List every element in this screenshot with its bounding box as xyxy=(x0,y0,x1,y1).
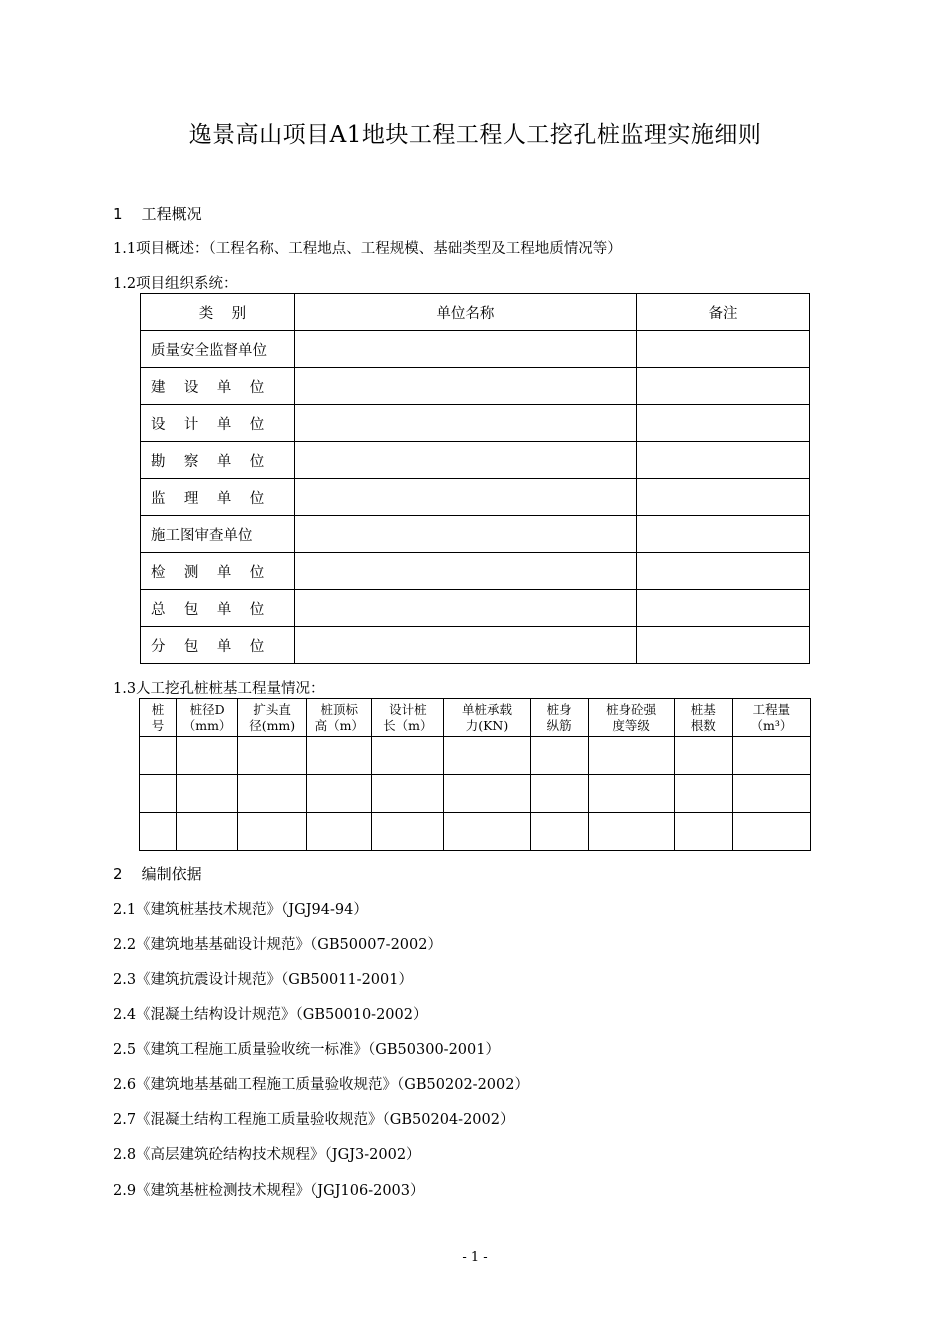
reference-item: 2.8《高层建筑砼结构技术规程》（JGJ3-2002） xyxy=(113,1147,421,1163)
cell xyxy=(307,813,372,851)
item-1-1: 1.1项目概述：（工程名称、工程地点、工程规模、基础类型及工程地质情况等） xyxy=(113,241,622,257)
unit-name-cell xyxy=(294,590,636,627)
cell xyxy=(674,775,732,813)
row-label: 总 包 单 位 xyxy=(141,590,295,627)
header-design-length xyxy=(372,699,444,737)
header-unit-name: 单位名称 xyxy=(294,294,636,331)
header-bearing-capacity xyxy=(444,699,530,737)
remarks-cell xyxy=(636,553,809,590)
cell xyxy=(530,813,588,851)
table-row xyxy=(141,627,810,664)
unit-name-cell xyxy=(294,553,636,590)
table-row xyxy=(141,516,810,553)
cell xyxy=(372,775,444,813)
cell xyxy=(177,737,238,775)
cell xyxy=(140,775,177,813)
remarks-cell xyxy=(636,442,809,479)
section-2-heading: 2 编制依据 xyxy=(113,865,202,883)
table-row xyxy=(141,405,810,442)
item-1-2: 1.2项目组织系统： xyxy=(113,276,238,292)
remarks-cell xyxy=(636,627,809,664)
header-line: 纵筋 xyxy=(546,718,572,733)
table-row xyxy=(141,590,810,627)
header-line: 单桩承载 xyxy=(461,702,512,717)
cell xyxy=(732,737,810,775)
header-line: 扩头直 xyxy=(253,702,291,717)
org-table-header xyxy=(141,294,810,331)
header-line: 桩身 xyxy=(546,702,572,717)
remarks-cell xyxy=(636,516,809,553)
unit-name-cell xyxy=(294,479,636,516)
table-row xyxy=(140,813,811,851)
table-row xyxy=(141,442,810,479)
header-line: 桩径D xyxy=(189,702,225,717)
row-label: 设 计 单 位 xyxy=(141,405,295,442)
reference-item: 2.6《建筑地基基础工程施工质量验收规范》（GB50202-2002） xyxy=(113,1077,529,1093)
row-label: 施工图审查单位 xyxy=(141,516,295,553)
remarks-cell xyxy=(636,368,809,405)
cell xyxy=(177,813,238,851)
remarks-cell xyxy=(636,331,809,368)
cell xyxy=(588,813,674,851)
header-quantity xyxy=(732,699,810,737)
header-line: 号 xyxy=(151,718,165,733)
reference-item: 2.3《建筑抗震设计规范》（GB50011-2001） xyxy=(113,972,413,988)
table-row xyxy=(140,775,811,813)
pile-quantity-table xyxy=(139,698,811,851)
header-line: 高（m） xyxy=(314,718,364,733)
header-line: 径(mm) xyxy=(249,718,296,733)
table-row xyxy=(141,553,810,590)
cell xyxy=(588,737,674,775)
cell xyxy=(238,737,307,775)
cell xyxy=(177,775,238,813)
cell xyxy=(732,813,810,851)
reference-item: 2.1《建筑桩基技术规范》（JGJ94-94） xyxy=(113,902,368,918)
header-bell-diameter xyxy=(238,699,307,737)
header-longitudinal-bars xyxy=(530,699,588,737)
reference-item: 2.2《建筑地基基础设计规范》（GB50007-2002） xyxy=(113,937,442,953)
row-label: 监 理 单 位 xyxy=(141,479,295,516)
cell xyxy=(588,775,674,813)
table-row xyxy=(141,331,810,368)
cell xyxy=(674,813,732,851)
header-line: 长（m） xyxy=(383,718,433,733)
cell xyxy=(444,775,530,813)
header-remarks: 备注 xyxy=(636,294,809,331)
cell xyxy=(444,813,530,851)
cell xyxy=(372,813,444,851)
header-concrete-grade xyxy=(588,699,674,737)
row-label: 分 包 单 位 xyxy=(141,627,295,664)
header-category: 类 别 xyxy=(141,294,295,331)
cell xyxy=(307,775,372,813)
table-row xyxy=(141,479,810,516)
row-label: 勘 察 单 位 xyxy=(141,442,295,479)
unit-name-cell xyxy=(294,516,636,553)
header-pile-count xyxy=(674,699,732,737)
row-label: 质量安全监督单位 xyxy=(141,331,295,368)
table-row xyxy=(140,737,811,775)
organization-table xyxy=(140,293,810,664)
header-line: （m³） xyxy=(750,718,793,733)
header-line: 工程量 xyxy=(752,702,791,717)
header-line: （mm） xyxy=(182,718,232,733)
cell xyxy=(732,775,810,813)
cell xyxy=(140,813,177,851)
header-line: 桩基 xyxy=(690,702,716,717)
header-line: 桩 xyxy=(151,702,165,717)
header-pile-diameter xyxy=(177,699,238,737)
cell xyxy=(530,737,588,775)
unit-name-cell xyxy=(294,368,636,405)
document-title: 逸景高山项目A1地块工程工程人工挖孔桩监理实施细则 xyxy=(188,122,762,148)
remarks-cell xyxy=(636,405,809,442)
header-pile-top-elevation xyxy=(307,699,372,737)
remarks-cell xyxy=(636,590,809,627)
unit-name-cell xyxy=(294,405,636,442)
cell xyxy=(372,737,444,775)
unit-name-cell xyxy=(294,442,636,479)
unit-name-cell xyxy=(294,627,636,664)
header-line: 设计桩 xyxy=(389,702,427,717)
pile-table-header xyxy=(140,699,811,737)
page-number: - 1 - xyxy=(462,1250,488,1265)
cell xyxy=(444,737,530,775)
cell xyxy=(307,737,372,775)
cell xyxy=(238,775,307,813)
cell xyxy=(140,737,177,775)
header-line: 度等级 xyxy=(612,718,650,733)
cell xyxy=(238,813,307,851)
remarks-cell xyxy=(636,479,809,516)
table-row xyxy=(141,368,810,405)
section-1-heading: 1 工程概况 xyxy=(113,205,202,223)
reference-item: 2.7《混凝土结构工程施工质量验收规范》（GB50204-2002） xyxy=(113,1112,515,1128)
header-line: 力(KN) xyxy=(465,718,509,733)
header-line: 根数 xyxy=(690,718,716,733)
header-line: 桩身砼强 xyxy=(606,702,657,717)
header-pile-no xyxy=(140,699,177,737)
reference-item: 2.4《混凝土结构设计规范》（GB50010-2002） xyxy=(113,1007,428,1023)
cell xyxy=(674,737,732,775)
reference-item: 2.5《建筑工程施工质量验收统一标准》（GB50300-2001） xyxy=(113,1042,500,1058)
item-1-3: 1.3人工挖孔桩桩基工程量情况： xyxy=(113,681,325,697)
row-label: 建 设 单 位 xyxy=(141,368,295,405)
cell xyxy=(530,775,588,813)
header-line: 桩顶标 xyxy=(320,702,359,717)
unit-name-cell xyxy=(294,331,636,368)
row-label: 检 测 单 位 xyxy=(141,553,295,590)
reference-item: 2.9《建筑基桩检测技术规程》（JGJ106-2003） xyxy=(113,1183,425,1199)
